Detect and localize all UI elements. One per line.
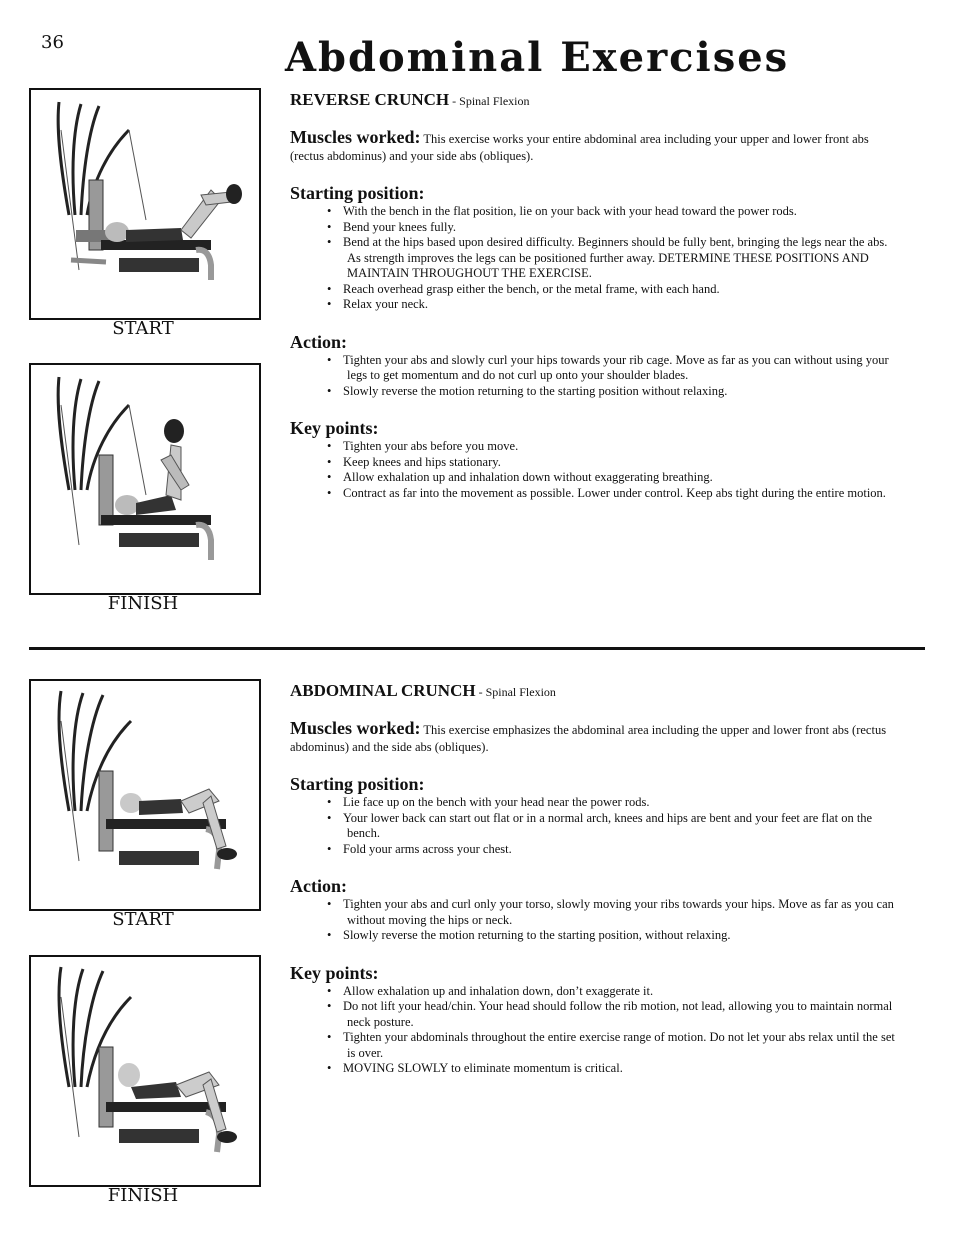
exercise-name: REVERSE CRUNCH bbox=[290, 90, 450, 109]
muscles-worked-heading: Muscles worked: bbox=[290, 718, 421, 738]
list-item: • Relax your neck. bbox=[337, 297, 900, 313]
list-item: • Slowly reverse the motion returning to the starting position without relaxing. bbox=[337, 384, 900, 400]
key-points-list bbox=[290, 439, 900, 501]
list-item: • Fold your arms across your chest. bbox=[337, 842, 900, 858]
exercise-name: ABDOMINAL CRUNCH bbox=[290, 681, 476, 700]
list-item: • Lie face up on the bench with your head near the power rods. bbox=[337, 795, 900, 811]
abdominal-crunch-start-caption: START bbox=[112, 909, 174, 930]
starting-position-list bbox=[290, 204, 900, 313]
list-item: • With the bench in the flat position, lie on your back with your head toward the power rods. bbox=[337, 204, 900, 220]
reverse-crunch-start-caption: START bbox=[112, 318, 174, 339]
starting-position-list bbox=[290, 795, 900, 857]
section-divider bbox=[29, 647, 925, 650]
abdominal-crunch-finish-photo bbox=[29, 955, 261, 1187]
abdominal-crunch-title bbox=[290, 681, 900, 701]
list-item: • Tighten your abs and curl only your torso, slowly moving your ribs towards your hips. Move as far as you can without moving the hips or neck. bbox=[337, 897, 900, 928]
muscles-worked-paragraph bbox=[290, 126, 900, 164]
abdominal-crunch-section bbox=[290, 681, 900, 1077]
reverse-crunch-section bbox=[290, 90, 900, 501]
list-item: • Your lower back can start out flat or in a normal arch, knees and hips are bent and your feet are flat on the bench. bbox=[337, 811, 900, 842]
starting-position-heading: Starting position: bbox=[290, 774, 425, 794]
list-item: • MOVING SLOWLY to eliminate momentum is critical. bbox=[337, 1061, 900, 1077]
muscles-worked-paragraph bbox=[290, 717, 900, 755]
abdominal-crunch-finish-caption: FINISH bbox=[107, 1185, 179, 1206]
muscles-worked-heading: Muscles worked: bbox=[290, 127, 421, 147]
list-item: • Do not lift your head/chin. Your head should follow the rib motion, not lead, allowing you to maintain normal neck posture. bbox=[337, 999, 900, 1030]
starting-position-heading: Starting position: bbox=[290, 183, 425, 203]
exercise-subtitle: - Spinal Flexion bbox=[475, 685, 556, 699]
list-item: • Keep knees and hips stationary. bbox=[337, 455, 900, 471]
list-item: • Bend your knees fully. bbox=[337, 220, 900, 236]
muscles-worked-text: This exercise works your entire abdominal area including your upper and lower front abs (rectus abdominus) and your side abs (obliques). bbox=[290, 132, 869, 163]
list-item: • Slowly reverse the motion returning to the starting position, without relaxing. bbox=[337, 928, 900, 944]
key-points-heading: Key points: bbox=[290, 418, 379, 438]
key-points-list bbox=[290, 984, 900, 1077]
page-title: Abdominal Exercises bbox=[285, 34, 790, 81]
abdominal-crunch-start-photo bbox=[29, 679, 261, 911]
list-item: • Tighten your abs and slowly curl your hips towards your rib cage. Move as far as you can without using your legs to get momentum and do not curl up onto your shoulder blades. bbox=[337, 353, 900, 384]
key-points-heading: Key points: bbox=[290, 962, 379, 983]
action-heading: Action: bbox=[290, 876, 347, 896]
muscles-worked-text: This exercise emphasizes the abdominal area including the upper and lower front abs (rectus abdominus) and the side abs (obliques). bbox=[290, 723, 887, 754]
action-heading: Action: bbox=[290, 331, 347, 352]
reverse-crunch-start-photo bbox=[29, 88, 261, 320]
list-item: • Contract as far into the movement as possible. Lower under control. Keep abs tight during the entire motion. bbox=[337, 486, 900, 502]
reverse-crunch-finish-photo bbox=[29, 363, 261, 595]
page-number: 36 bbox=[41, 32, 64, 53]
action-list bbox=[290, 353, 900, 400]
list-item: • Allow exhalation up and inhalation down without exaggerating breathing. bbox=[337, 470, 900, 486]
list-item: • Allow exhalation up and inhalation down, don’t exaggerate it. bbox=[337, 984, 900, 1000]
reverse-crunch-title bbox=[290, 90, 900, 110]
exercise-subtitle: - Spinal Flexion bbox=[449, 94, 530, 108]
action-list bbox=[290, 897, 900, 944]
list-item: • Tighten your abs before you move. bbox=[337, 439, 900, 455]
list-item: • Tighten your abdominals throughout the entire exercise range of motion. Do not let your abs relax until the set is over. bbox=[337, 1030, 900, 1061]
list-item: • Bend at the hips based upon desired difficulty. Beginners should be fully bent, bringing the legs near the abs. As strength improves the legs can be positioned further away. DETERMINE THESE POSITIONS AND MAINTAIN THROUGHOUT THE EXERCISE. bbox=[337, 235, 900, 282]
reverse-crunch-finish-caption: FINISH bbox=[107, 593, 179, 614]
list-item: • Reach overhead grasp either the bench, or the metal frame, with each hand. bbox=[337, 282, 900, 298]
